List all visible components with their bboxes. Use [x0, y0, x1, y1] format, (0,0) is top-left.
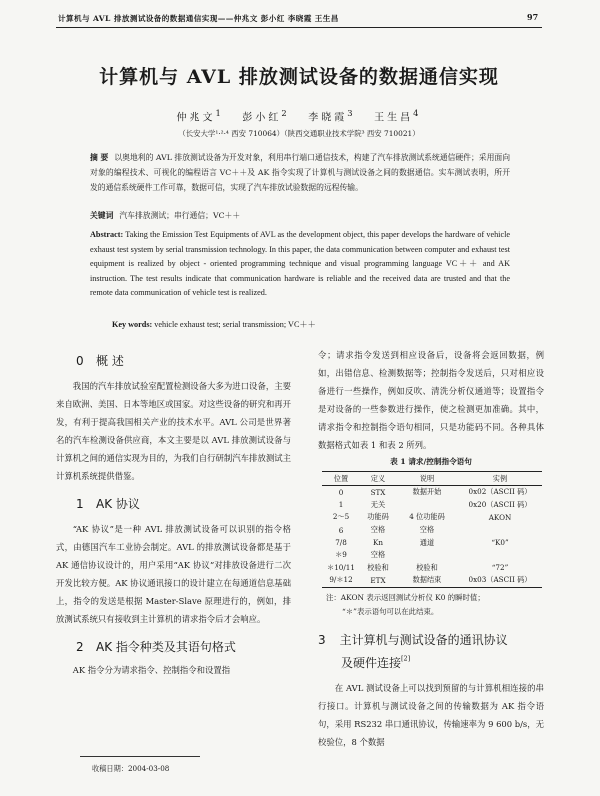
table-row — [322, 524, 542, 537]
abstract-cn-text: 以奥地利的 AVL 排放测试设备为开发对象，利用串行端口通信技术，构建了汽车排放测试系统通信硬件；采用面向对象的编程技术、可视化的编程语言 VC＋＋及 AK 指令实现了计算机与测试设备之间的数据通信。实车测试表明，所开发的通信系统硬件工作可靠，数据可信，实现了汽车排放试验数据的远程传输。 — [90, 153, 510, 192]
section-2-heading — [76, 638, 291, 655]
table-cell: 2～5 — [332, 512, 350, 522]
table-cell — [396, 549, 458, 562]
received-date-footnote: 收稿日期：2004-03-08 — [92, 764, 170, 773]
table-row — [322, 549, 542, 562]
section-0-heading — [76, 352, 291, 369]
table-note: 注：AKON 表示返回测试分析仪 K0 的瞬时值； — [326, 592, 485, 602]
section-title: AK 协议 — [96, 497, 140, 511]
right-column — [318, 346, 544, 751]
keywords-cn-text: 汽车排放测试；串行通信；VC＋＋ — [119, 211, 241, 220]
author-sup: 2 — [281, 108, 290, 118]
section-title: AK 指令种类及其语句格式 — [96, 640, 236, 654]
table-row — [322, 574, 542, 587]
table-cell: “K0” — [491, 538, 509, 548]
table-cell: 功能码 — [367, 512, 389, 522]
table-row — [322, 536, 542, 549]
table-cell: 数据开始 — [412, 487, 442, 497]
table-cell: 无关 — [370, 499, 386, 509]
abstract-cn — [90, 151, 510, 195]
affiliation: （长安大学¹·²·⁴ 西安 710064）（陕西交通职业技术学院³ 西安 710021） — [178, 129, 420, 138]
running-header: 计算机与 AVL 排放测试设备的数据通信实现——仲兆文 彭小红 李晓霞 王生昌 — [58, 14, 339, 23]
table-header-cell: 定义 — [360, 472, 396, 486]
author-sup: 3 — [347, 108, 356, 118]
table-cell: 4 位功能码 — [409, 512, 445, 522]
section-number: 2 — [76, 640, 84, 654]
section-title: 主计算机与测试设备的通讯协议 — [339, 632, 508, 647]
table-cell: 通道 — [419, 537, 435, 547]
keywords-en-text: vehicle exhaust test; serial transmission; VC＋＋ — [154, 320, 316, 329]
section-1-paragraph: “AK 协议”是一种 AVL 排放测试设备可以识别的指令格式，由德国汽车工业协会制定。AVL 的排放测试设备都是基于 AK 通信协议设计的，用户采用“AK 协议”对排放设备进行二次开发比较方便。AK 协议通讯接口的设计建立在每通道信息基础上，指令的发送是根据 Master-Slave 原理进行的，例如，排放测试系统只有接收到主计算机的请求指令后才会响应。 — [56, 524, 291, 624]
section-3-paragraph: 在 AVL 测试设备上可以找到预留的与计算机相连接的串行接口。计算机与测试设备之间的传输数据为 AK 指令语句，采用 RS232 串口通讯协议，传输速率为 9 600 b/s，无校验位，8 个数据 — [318, 682, 544, 747]
footnote-rule — [80, 756, 200, 757]
author-sup: 1 — [215, 108, 224, 118]
table-cell — [396, 499, 458, 512]
table-cell — [458, 549, 542, 562]
section-number: 3 — [318, 632, 326, 647]
author-name: 王生昌 — [374, 112, 414, 124]
table-cell: 0x02（ASCII 码） — [468, 487, 532, 497]
author-name: 李晓霞 — [308, 112, 348, 124]
keywords-cn-label: 关键词 — [90, 211, 114, 220]
table-cell: ＊10/11 — [327, 562, 355, 572]
citation-ref: [2] — [401, 654, 411, 663]
table-cell: 0x03（ASCII 码） — [458, 574, 542, 587]
section-0-paragraph: 我国的汽车排放试验室配置检测设备大多为进口设备，主要来自欧洲、美国、日本等地区或国家。对这些设备的研究和再开发，有利于提高我国相关产业的技术水平。AVL 公司是世界著名的汽车检测设备供应商，本文主要是以 AVL 排放测试设备与计算机之间的通信实现为目的，为我们自行研制汽车排放测试主计算机系统提供借鉴。 — [56, 381, 291, 481]
table-cell: AKON — [488, 512, 512, 522]
table-header-cell: 实例 — [458, 472, 542, 486]
author-sup: 4 — [413, 108, 422, 118]
keywords-en — [112, 318, 512, 333]
table-cell: 0 — [338, 487, 344, 497]
table-cell: 校验和 — [367, 562, 389, 572]
table-header-row — [322, 472, 542, 486]
table-note: “＊”表示语句可以在此结束。 — [342, 606, 439, 616]
section-2-continued-paragraph: 令；请求指令发送到相应设备后，设备将会返回数据，例如，出错信息、检测数据等；控制指令发送后，只对相应设备进行一些操作，例如反吹、清洗分析仪通道等；设置指令是对设备的一些参数进行操作，使之检测更加准确。其中，请求指令和控制指令语句相同，只是功能码不同。各种具体数据格式如表 1 和表 2 所列。 — [318, 350, 544, 450]
table-cell — [458, 524, 542, 537]
table-cell: 校验和 — [416, 562, 438, 572]
table-header-cell: 位置 — [322, 472, 360, 486]
table-row — [322, 562, 542, 575]
table-cell: “72” — [491, 563, 509, 573]
abstract-en-text: Taking the Emission Test Equipments of AVL as the development object, this paper develops the hardware of vehicle exhaust test system by serial transmission technology. In this paper, the data communication between computer and exhaust test equipment is realized by object - oriented programming technique and visual programming language VC＋＋ and AK instruction. The test results indicate that communication hardware is reliable and the received data are trusted and that the remote data communication of vehicle test is realized. — [90, 230, 510, 298]
page-number: 97 — [527, 12, 539, 22]
table-cell: 6 — [338, 525, 344, 535]
table-row — [322, 499, 542, 512]
keywords-cn — [90, 209, 510, 224]
abstract-en-label: Abstract: — [90, 230, 124, 239]
paper-title: 计算机与 AVL 排放测试设备的数据通信实现 — [99, 66, 499, 88]
table-cell: 空格 — [370, 550, 386, 560]
section-number: 1 — [76, 497, 84, 511]
table-cell: 空格 — [370, 525, 386, 535]
table-cell: STX — [370, 487, 386, 497]
table-1-caption: 表 1 请求/控制指令语句 — [390, 457, 472, 466]
table-row — [322, 511, 542, 524]
table-cell: 0x20（ASCII 码） — [468, 499, 532, 509]
section-title: 概 述 — [96, 354, 124, 368]
table-cell: 9/＊12 — [322, 574, 360, 587]
table-1 — [322, 471, 542, 588]
header-rule — [56, 27, 542, 28]
section-1-heading — [76, 495, 291, 512]
table-cell: Kn — [373, 538, 383, 548]
table-cell: ＊9 — [335, 550, 347, 560]
table-cell: 7/8 — [335, 538, 347, 548]
section-number: 0 — [76, 354, 84, 368]
abstract-cn-label: 摘 要 — [90, 153, 109, 162]
table-cell: 空格 — [419, 525, 435, 535]
section-3-heading — [318, 629, 544, 648]
table-row — [322, 486, 542, 499]
author-name: 仲兆文 — [176, 112, 216, 124]
table-header-cell: 说明 — [396, 472, 458, 486]
keywords-en-label: Key words: — [112, 320, 153, 329]
left-column — [56, 352, 291, 679]
section-2-paragraph: AK 指令分为请求指令、控制指令和设置指 — [72, 665, 231, 675]
table-cell: 数据结束 — [396, 574, 458, 587]
section-3-heading-line2 — [341, 652, 544, 671]
author-list — [56, 108, 542, 123]
section-title: 及硬件连接 — [341, 655, 402, 670]
table-cell: ETX — [360, 574, 396, 587]
abstract-en — [90, 228, 510, 301]
author-name: 彭小红 — [242, 112, 282, 124]
table-cell: 1 — [338, 500, 344, 510]
